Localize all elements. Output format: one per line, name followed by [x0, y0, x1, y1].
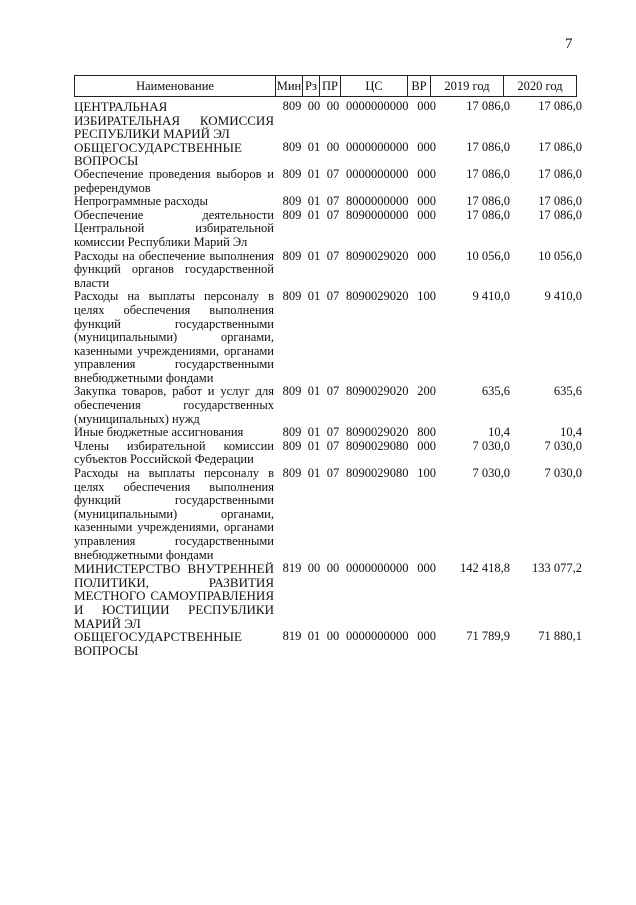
row-pr: 07: [326, 425, 340, 440]
row-value-2020: 635,6: [553, 384, 582, 399]
row-vr: 000: [417, 629, 436, 644]
row-pr: 00: [326, 99, 340, 113]
row-cs: 8090029020: [346, 384, 409, 399]
row-cs: 8090029020: [346, 289, 409, 304]
row-rz: 01: [307, 248, 321, 263]
row-value-2020: 7 030,0: [544, 466, 582, 481]
row-name: Закупка товаров, работ и услуг для обеспечения государственных (муниципальных) нужд: [74, 384, 274, 426]
row-pr: 00: [326, 629, 340, 644]
row-pr: 07: [326, 384, 340, 399]
row-rz: 01: [307, 166, 321, 181]
row-cs: 0000000000: [346, 166, 409, 181]
row-value-2020: 133 077,2: [532, 561, 582, 576]
row-name: Расходы на обеспечение выполнения функций органов государственной власти: [74, 248, 274, 290]
row-value-2019: 635,6: [481, 384, 510, 399]
row-vr: 200: [417, 384, 436, 399]
row-value-2020: 17 086,0: [538, 139, 582, 154]
row-min: 809: [282, 425, 302, 440]
row-cs: 0000000000: [346, 561, 409, 576]
row-min: 809: [282, 194, 302, 209]
row-value-2020: 17 086,0: [538, 194, 582, 209]
row-name: Расходы на выплаты персоналу в целях обеспечения выполнения функций государственными (муниципальными) органами, казенными учреждениями, органами управления государственными внебюджетными фондами: [74, 466, 274, 562]
row-cs: 0000000000: [346, 99, 409, 113]
row-value-2019: 7 030,0: [472, 466, 510, 481]
row-cs: 8090029020: [346, 425, 409, 440]
row-min: 809: [282, 99, 302, 113]
row-value-2019: 17 086,0: [466, 139, 510, 154]
row-vr: 000: [417, 99, 436, 113]
table-row: [74, 141, 594, 168]
row-vr: 000: [417, 207, 436, 222]
row-value-2020: 10 056,0: [538, 248, 582, 263]
row-name: Обеспечение деятельности Центральной избирательной комиссии Республики Марий Эл: [74, 207, 274, 249]
row-rz: 01: [307, 466, 321, 481]
row-min: 809: [282, 384, 302, 399]
row-name: Обеспечение проведения выборов и референдумов: [74, 166, 274, 195]
row-pr: 07: [326, 466, 340, 481]
row-rz: 00: [307, 99, 321, 113]
row-value-2020: 71 880,1: [538, 629, 582, 644]
row-vr: 000: [417, 438, 436, 453]
row-pr: 07: [326, 166, 340, 181]
row-rz: 01: [307, 438, 321, 453]
row-value-2020: 17 086,0: [538, 207, 582, 222]
row-min: 809: [282, 289, 302, 304]
row-rz: 01: [307, 425, 321, 440]
header-rz: Рз: [303, 76, 320, 97]
header-min: Мин: [276, 76, 303, 97]
row-name: Непрограммные расходы: [74, 194, 208, 209]
row-name: Члены избирательной комиссии субъектов Российской Федерации: [74, 438, 274, 467]
table-header: [74, 75, 577, 97]
row-value-2019: 17 086,0: [466, 166, 510, 181]
table-row: [74, 250, 594, 291]
table-row: [74, 209, 594, 250]
row-min: 809: [282, 466, 302, 481]
row-value-2020: 10,4: [560, 425, 582, 440]
row-value-2019: 71 789,9: [466, 629, 510, 644]
row-pr: 00: [326, 561, 340, 576]
header-name: Наименование: [75, 76, 276, 97]
table-row: [74, 385, 594, 426]
header-2019: 2019 год: [431, 76, 504, 97]
row-rz: 00: [307, 561, 321, 576]
row-value-2020: 9 410,0: [544, 289, 582, 304]
row-cs: 0000000000: [346, 139, 409, 154]
row-vr: 100: [417, 289, 436, 304]
row-value-2019: 17 086,0: [466, 194, 510, 209]
row-pr: 07: [326, 194, 340, 209]
table-row: [74, 440, 594, 467]
row-name: ОБЩЕГОСУДАРСТВЕННЫЕ ВОПРОСЫ: [74, 139, 242, 169]
table-body: [74, 100, 594, 657]
row-value-2019: 17 086,0: [466, 207, 510, 222]
row-name: МИНИСТЕРСТВО ВНУТРЕННЕЙ ПОЛИТИКИ, РАЗВИТИЯ МЕСТНОГО САМОУПРАВЛЕНИЯ И ЮСТИЦИИ РЕСПУБЛИКИ МАРИЙ ЭЛ: [74, 561, 274, 631]
row-cs: 8090029020: [346, 248, 409, 263]
row-vr: 000: [417, 139, 436, 154]
row-min: 809: [282, 438, 302, 453]
row-vr: 000: [417, 248, 436, 263]
row-name: Иные бюджетные ассигнования: [74, 425, 244, 440]
row-min: 819: [282, 561, 302, 576]
row-min: 809: [282, 166, 302, 181]
row-value-2020: 17 086,0: [538, 166, 582, 181]
row-value-2019: 9 410,0: [472, 289, 510, 304]
row-vr: 000: [417, 194, 436, 209]
row-min: 819: [282, 629, 302, 644]
row-min: 809: [282, 248, 302, 263]
header-vr: ВР: [408, 76, 431, 97]
table-row: [74, 467, 594, 562]
row-pr: 07: [326, 207, 340, 222]
header-pr: ПР: [320, 76, 341, 97]
row-value-2019: 10,4: [488, 425, 510, 440]
table-row: [74, 168, 594, 195]
row-pr: 00: [326, 139, 340, 154]
row-value-2019: 10 056,0: [466, 248, 510, 263]
row-cs: 8000000000: [346, 194, 409, 209]
row-value-2020: 17 086,0: [538, 99, 582, 113]
row-rz: 01: [307, 207, 321, 222]
row-name: ОБЩЕГОСУДАРСТВЕННЫЕ ВОПРОСЫ: [74, 629, 242, 658]
row-name: Расходы на выплаты персоналу в целях обеспечения выполнения функций государственными (муниципальными) органами, казенными учреждениями, органами управления государственными внебюджетными фондами: [74, 289, 274, 385]
row-rz: 01: [307, 289, 321, 304]
row-pr: 07: [326, 248, 340, 263]
row-min: 809: [282, 139, 302, 154]
table-row: [74, 630, 594, 657]
header-cs: ЦС: [341, 76, 408, 97]
row-rz: 01: [307, 629, 321, 644]
row-pr: 07: [326, 289, 340, 304]
row-pr: 07: [326, 438, 340, 453]
table-row: [74, 562, 594, 630]
row-vr: 000: [417, 561, 436, 576]
row-cs: 8090000000: [346, 207, 409, 222]
row-value-2019: 142 418,8: [460, 561, 510, 576]
page-number: 7: [565, 36, 573, 52]
row-rz: 01: [307, 194, 321, 209]
row-name: ЦЕНТРАЛЬНАЯ ИЗБИРАТЕЛЬНАЯ КОМИССИЯ РЕСПУБЛИКИ МАРИЙ ЭЛ: [74, 99, 274, 142]
row-cs: 8090029080: [346, 438, 409, 453]
row-cs: 8090029080: [346, 466, 409, 481]
row-value-2020: 7 030,0: [544, 438, 582, 453]
header-2020: 2020 год: [504, 76, 577, 97]
table-row: [74, 426, 594, 440]
row-min: 809: [282, 207, 302, 222]
row-rz: 01: [307, 384, 321, 399]
row-vr: 800: [417, 425, 436, 440]
row-rz: 01: [307, 139, 321, 154]
table-row: [74, 100, 594, 141]
row-value-2019: 7 030,0: [472, 438, 510, 453]
row-cs: 0000000000: [346, 629, 409, 644]
row-vr: 100: [417, 466, 436, 481]
table-row: [74, 290, 594, 385]
table-row: [74, 195, 594, 209]
row-vr: 000: [417, 166, 436, 181]
row-value-2019: 17 086,0: [466, 99, 510, 113]
